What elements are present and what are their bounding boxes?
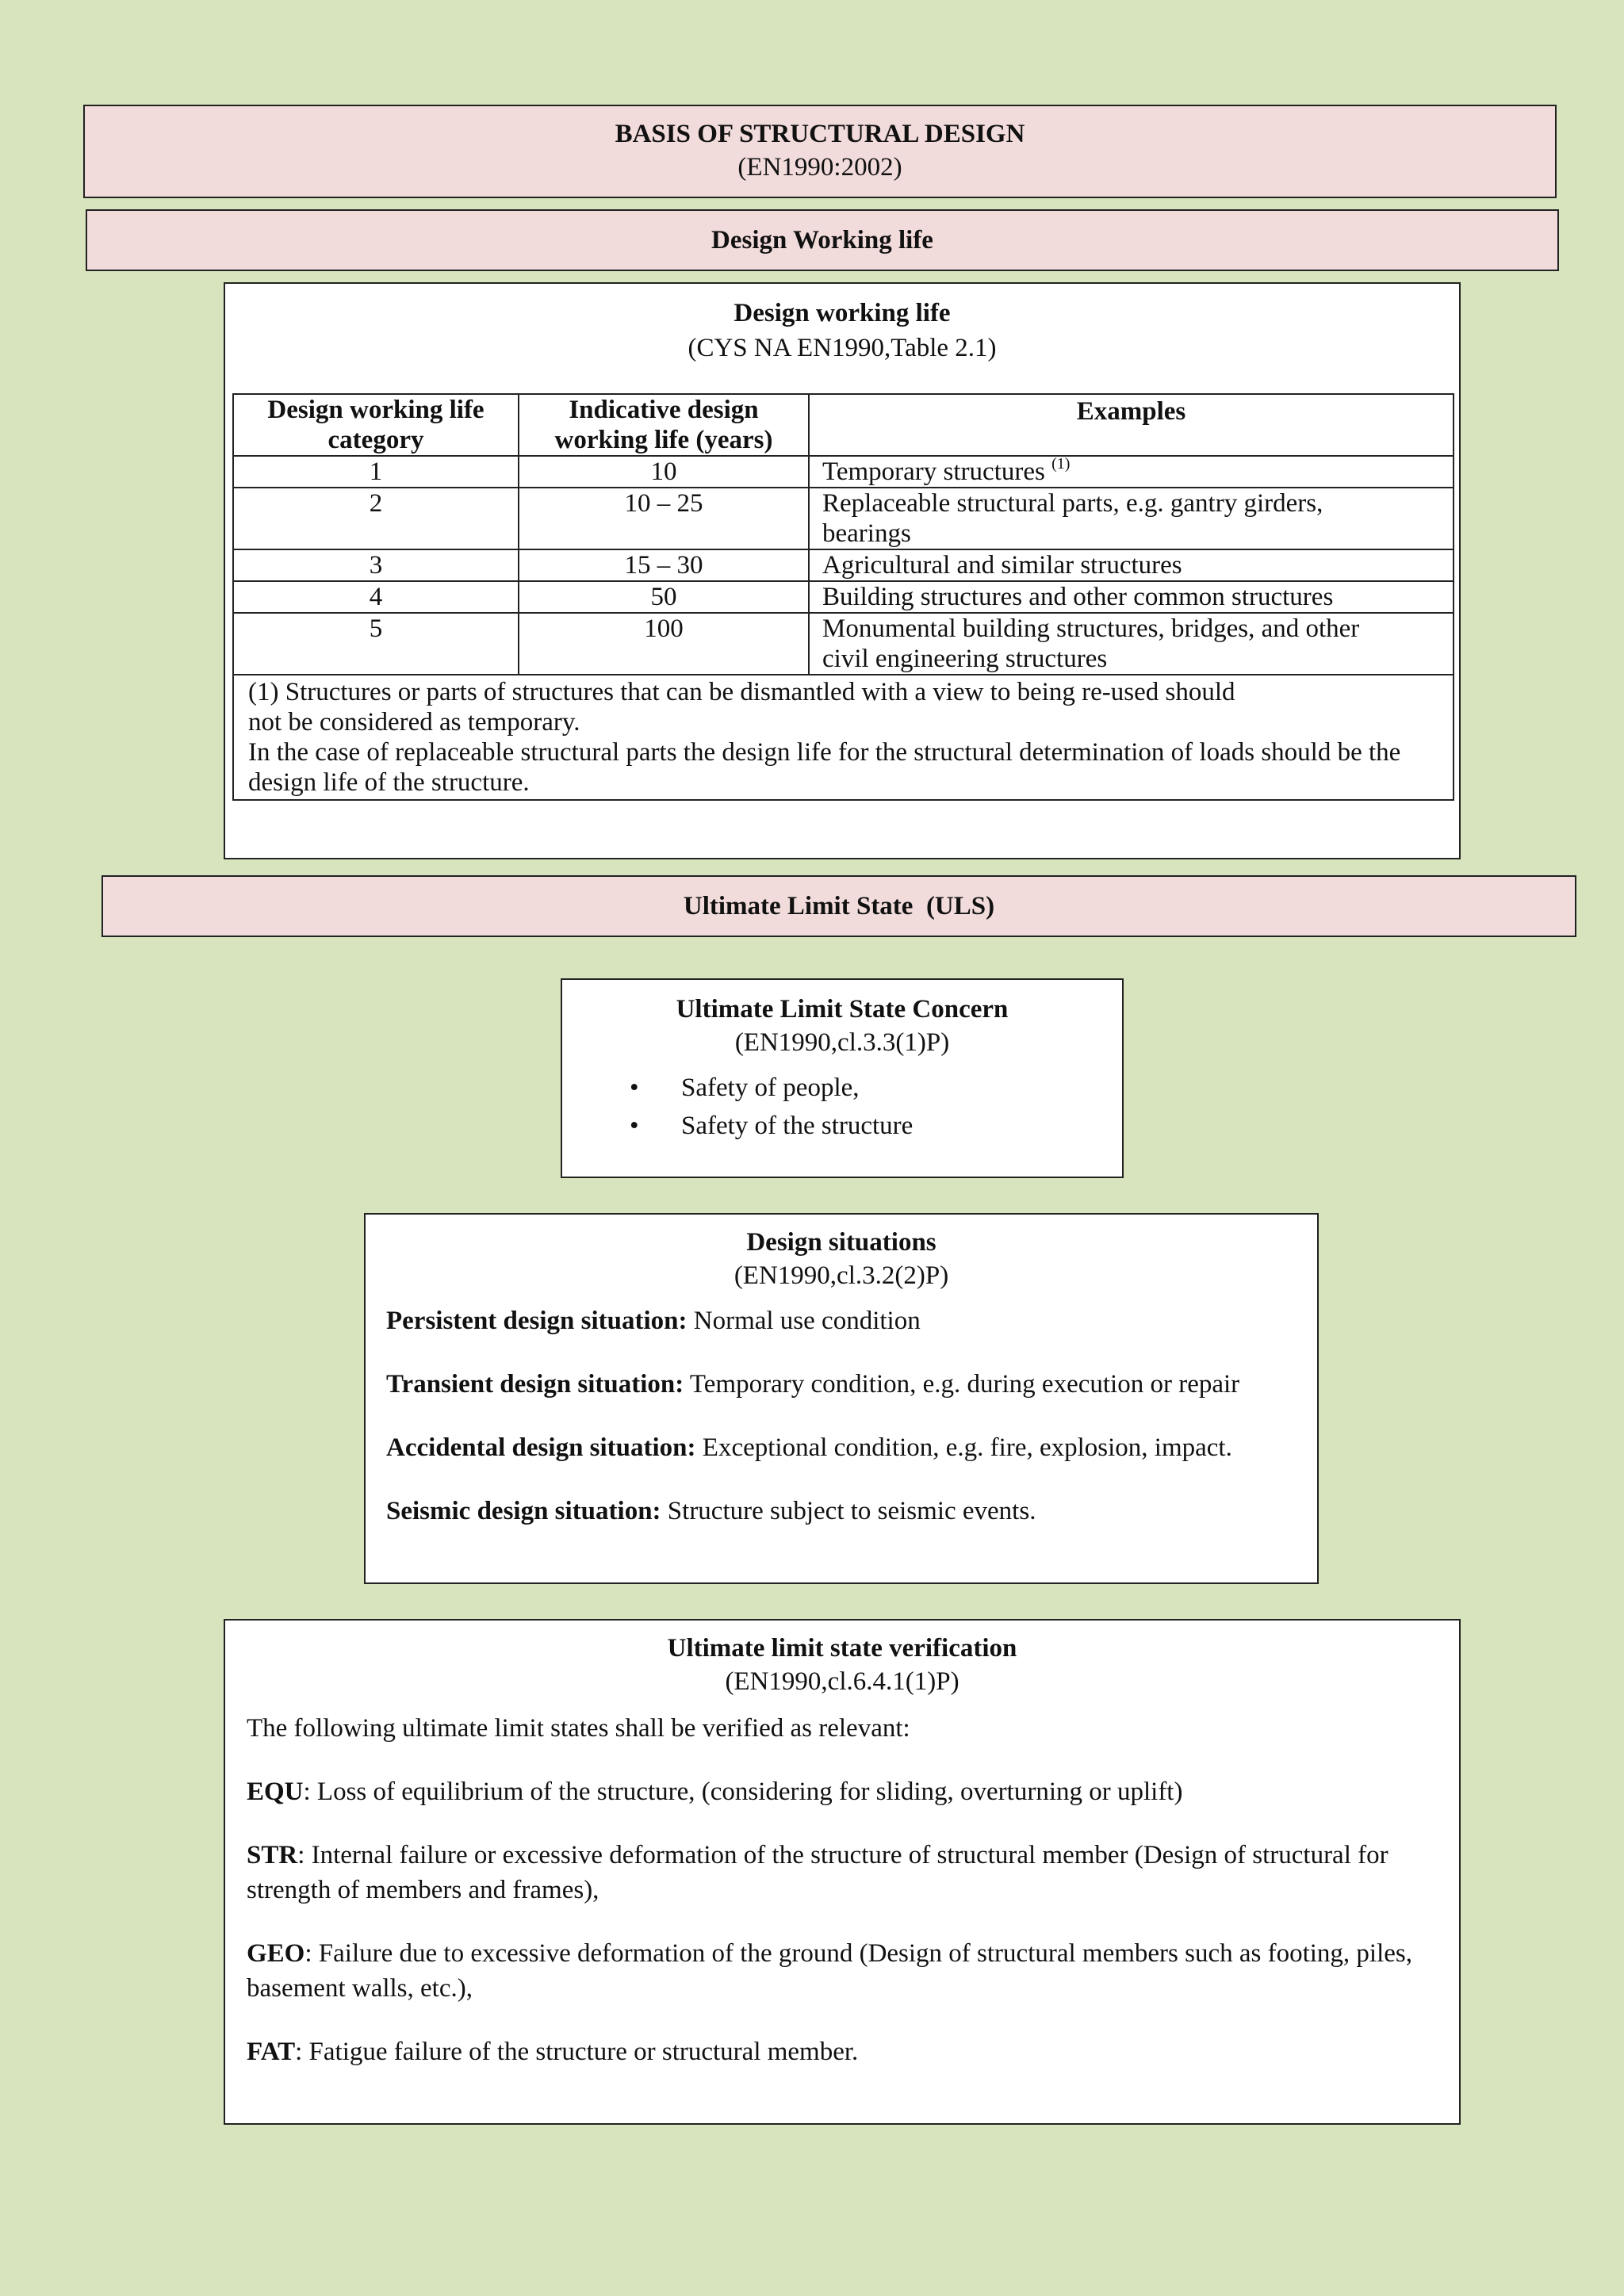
column-header-life: Indicative design working life (years) [519,394,809,456]
cell-life: 15 – 30 [519,549,809,581]
situation-label: Persistent design situation: [386,1307,688,1335]
design-situations-box [364,1213,1319,1584]
table-row [233,581,1454,613]
concern-ref: (EN1990,cl.3.3(1)P) [734,1028,950,1057]
document-title: BASIS OF STRUCTURAL DESIGN [615,120,1025,148]
list-item: • Safety of the structure [562,1107,1122,1145]
verification-intro: The following ultimate limit states shall be verified as relevant: [247,1714,910,1743]
cell-category: 3 [233,549,519,581]
limit-state-label: EQU [247,1777,304,1806]
concern-list [562,1069,1122,1145]
uls-verification-box [224,1619,1461,2125]
section-title-dwl: Design Working life [711,226,933,254]
limit-state-str [247,1838,1438,1908]
table-row [233,613,1454,675]
cell-category: 2 [233,488,519,549]
dwl-box-ref: (CYS NA EN1990,Table 2.1) [688,334,997,362]
situation-text: Structure subject to seismic events. [661,1497,1036,1525]
situation-transient [386,1367,1317,1402]
limit-state-text: : Loss of equilibrium of the structure, (considering for sliding, overturning or uplift) [303,1777,1183,1806]
cell-life: 10 [519,456,809,488]
limit-state-equ [247,1774,1438,1809]
cell-examples-text: Temporary structures [822,457,1045,486]
section-design-working-life [86,209,1559,271]
list-item: • Safety of people, [562,1069,1122,1107]
cell-life: 100 [519,613,809,675]
section-uls [102,875,1576,937]
uls-concern-box [561,978,1124,1178]
document-header [83,105,1557,198]
situations-list [366,1303,1317,1529]
note-1: (1) Structures or parts of structures that can be dismantled with a view to being re-used should not be considered as temporary. [248,678,1235,737]
cell-examples: Replaceable structural parts, e.g. gantry girders, bearings [809,488,1454,549]
limit-state-geo [247,1936,1438,2006]
situation-text: Normal use condition [687,1307,921,1335]
column-header-examples: Examples [809,394,1454,456]
limit-state-text: : Failure due to excessive deformation of the ground (Design of structural members such as footing, piles, basement walls, etc.), [247,1939,1413,2003]
verification-title: Ultimate limit state verification [667,1634,1017,1663]
concern-title: Ultimate Limit State Concern [676,995,1009,1024]
situation-label: Accidental design situation: [386,1433,696,1462]
document-subtitle: (EN1990:2002) [737,153,902,182]
limit-state-label: GEO [247,1939,305,1968]
cell-category: 1 [233,456,519,488]
footnote-marker: (1) [1051,455,1071,473]
situation-text: Exceptional condition, e.g. fire, explosion, impact. [695,1433,1232,1462]
table-notes-row [233,675,1454,800]
cell-examples: Agricultural and similar structures [809,549,1454,581]
limit-state-text: : Fatigue failure of the structure or structural member. [295,2038,859,2066]
situations-ref: (EN1990,cl.3.2(2)P) [733,1261,949,1290]
limit-state-label: STR [247,1841,298,1869]
situations-title: Design situations [746,1228,936,1257]
limit-state-label: FAT [247,2038,296,2066]
table-header-row [233,394,1454,456]
situation-persistent [386,1303,1317,1338]
cell-examples: Monumental building structures, bridges, and other civil engineering structures [809,613,1454,675]
verification-ref: (EN1990,cl.6.4.1(1)P) [725,1667,959,1696]
design-working-life-box [224,282,1461,859]
design-working-life-table [232,393,1454,801]
table-row [233,549,1454,581]
verification-list [225,1711,1459,2069]
situation-label: Seismic design situation: [386,1497,661,1525]
table-notes [233,675,1454,800]
cell-category: 4 [233,581,519,613]
section-title-uls: Ultimate Limit State (ULS) [683,892,995,920]
table-row [233,488,1454,549]
limit-state-fat [247,2034,1438,2069]
situation-label: Transient design situation: [386,1370,684,1399]
cell-life: 10 – 25 [519,488,809,549]
cell-life: 50 [519,581,809,613]
limit-state-text: : Internal failure or excessive deformation of the structure of structural member (Design of structural for strength of members and frames), [247,1841,1388,1904]
cell-examples: Building structures and other common structures [809,581,1454,613]
column-header-category: Design working life category [233,394,519,456]
cell-examples [809,456,1454,488]
dwl-box-title: Design working life [733,299,951,327]
situation-text: Temporary condition, e.g. during execution or repair [684,1370,1240,1399]
note-2: In the case of replaceable structural parts the design life for the structural determination of loads should be the design life of the structure. [248,738,1401,797]
situation-accidental [386,1430,1317,1465]
cell-category: 5 [233,613,519,675]
situation-seismic [386,1494,1317,1529]
table-row [233,456,1454,488]
